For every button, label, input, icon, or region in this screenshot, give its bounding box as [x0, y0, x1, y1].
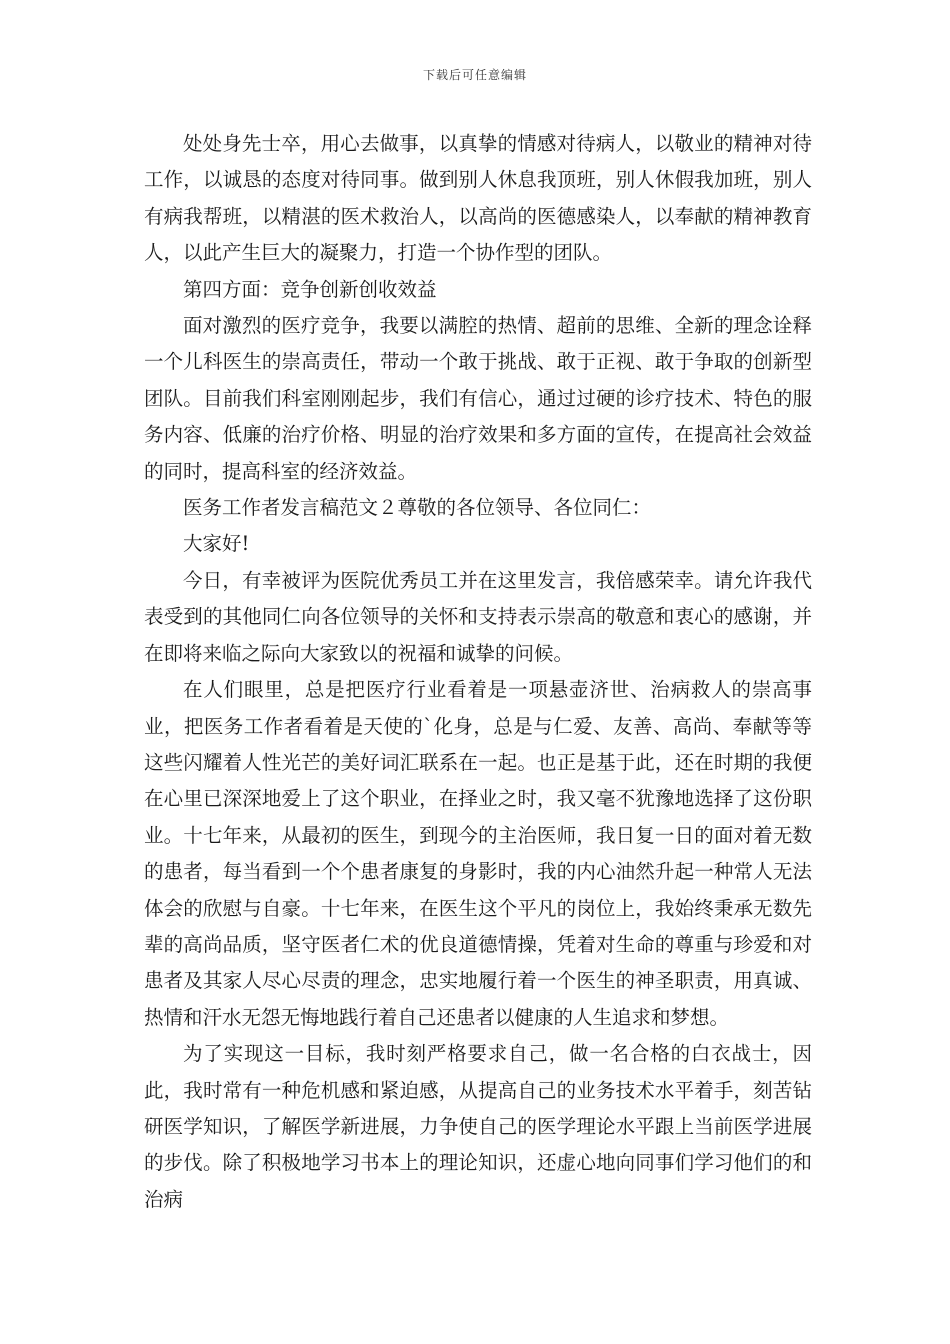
page-header: 下载后可任意编辑 — [422, 68, 527, 82]
paragraph-team-spirit: 处处身先士卒，用心去做事，以真挚的情感对待病人，以敬业的精神对待工作，以诚恳的态度对待同事。做到别人休息我顶班，别人休假我加班，别人有病我帮班，以精湛的医术救治人，以高尚的医德感染人，以奉献的精神教育人，以此产生巨大的凝聚力，打造一个协作型的团队。 — [144, 132, 812, 265]
paragraph-competition: 面对激烈的医疗竞争，我要以满腔的热情、超前的思维、全新的理念诠释一个儿科医生的崇高责任，带动一个敢于挑战、敢于正视、敢于争取的创新型团队。目前我们科室刚刚起步，我们有信心，通过过硬的诊疗技术、特色的服务内容、低廉的治疗价格、明显的治疗效果和多方面的宣传，在提高社会效益的同时，提高科室的经济效益。 — [144, 314, 812, 483]
paragraph-honor: 今日，有幸被评为医院优秀员工并在这里发言，我倍感荣幸。请允许我代表受到的其他同仁向各位领导的关怀和支持表示崇高的敬意和衷心的感谢，并在即将来临之际向大家致以的祝福和诚挚的问候。 — [144, 568, 812, 665]
paragraph-career: 在人们眼里，总是把医疗行业看着是一项悬壶济世、治病救人的崇高事业，把医务工作者看着是天使的`化身，总是与仁爱、友善、高尚、奉献等等这些闪耀着人性光芒的美好词汇联系在一起。也正是基于此，还在时期的我便在心里已深深地爱上了这个职业，在择业之时，我又毫不犹豫地选择了这份职业。十七年来，从最初的医生，到现今的主治医师，我日复一日的面对着无数的患者，每当看到一个个患者康复的身影时，我的内心油然升起一种常人无法体会的欣慰与自豪。十七年来，在医生这个平凡的岗位上，我始终秉承无数先辈的高尚品质，坚守医者仁术的优良道德情操，凭着对生命的尊重与珍爱和对患者及其家人尽心尽责的理念，忠实地履行着一个医生的神圣职责，用真诚、热情和汗水无怨无悔地践行着自己还患者以健康的人生追求和梦想。 — [144, 678, 812, 1029]
greeting-line: 大家好! — [183, 532, 250, 556]
section-heading-fourth-aspect: 第四方面：竞争创新创收效益 — [183, 277, 437, 301]
speech-title-line: 医务工作者发言稿范文２尊敬的各位领导、各位同仁： — [183, 496, 652, 520]
document-body — [144, 126, 812, 1218]
paragraph-study: 为了实现这一目标，我时刻严格要求自己，做一名合格的白衣战士，因此，我时常有一种危机感和紧迫感，从提高自己的业务技术水平着手，刻苦钻研医学知识，了解医学新进展，力争使自己的医学理论水平跟上当前医学进展的步伐。除了积极地学习书本上的理论知识，还虚心地向同事们学习他们的和治病 — [144, 1042, 812, 1211]
